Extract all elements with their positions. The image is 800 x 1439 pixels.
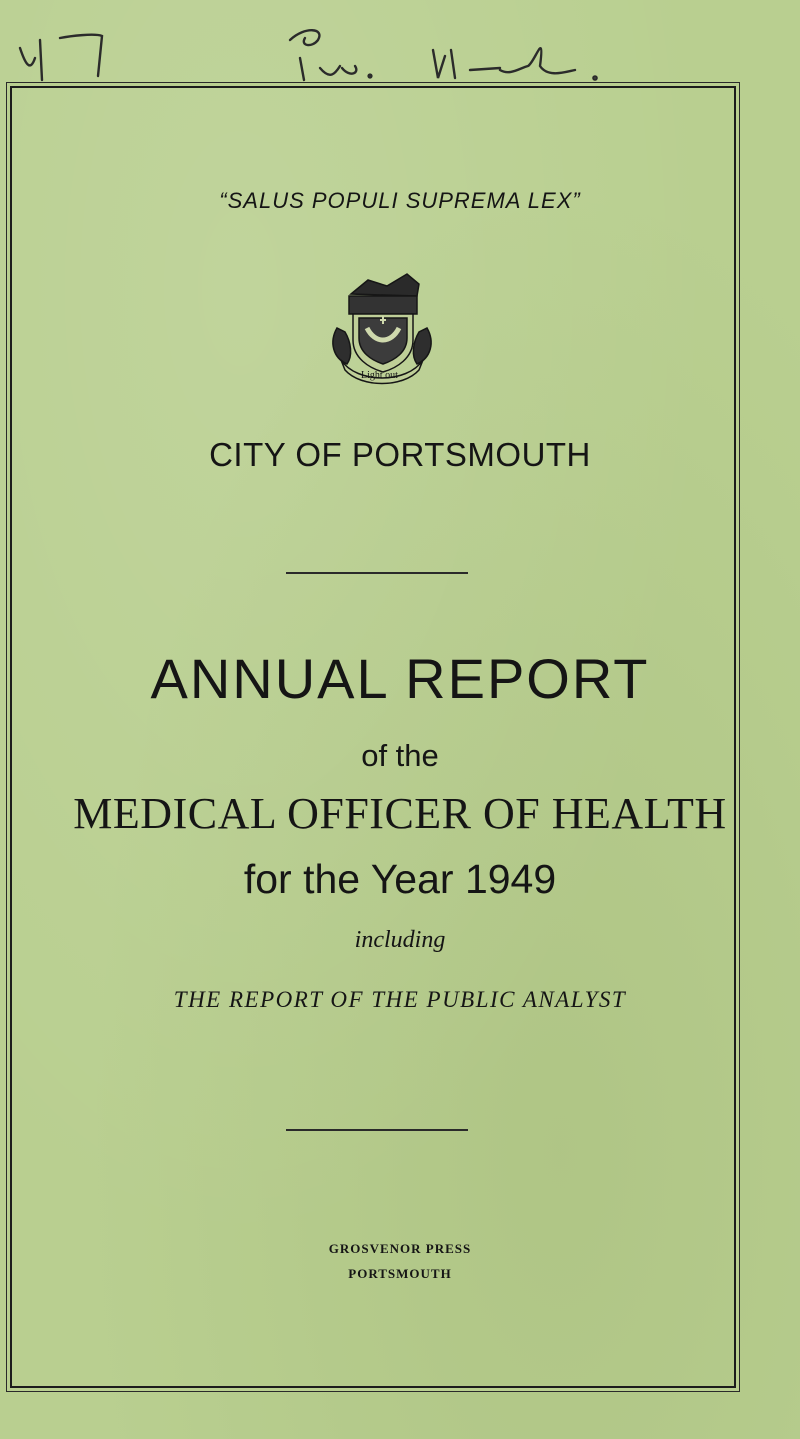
svg-text:Light out: Light out	[361, 370, 398, 381]
divider-rule	[286, 1129, 468, 1131]
city-heading: CITY OF PORTSMOUTH	[209, 436, 591, 473]
divider-rule	[286, 572, 468, 574]
report-title: ANNUAL REPORT	[150, 647, 650, 710]
printer-name: GROSVENOR PRESS	[328, 1241, 472, 1256]
handwritten-annotation	[0, 18, 800, 88]
portsmouth-coat-of-arms-icon	[323, 272, 441, 387]
including-label: including	[354, 927, 446, 953]
title-connector: of the	[361, 738, 439, 773]
report-subject: MEDICAL OFFICER OF HEALTH	[73, 789, 727, 838]
appendix-title: THE REPORT OF THE PUBLIC ANALYST	[173, 987, 627, 1012]
printer-city: PORTSMOUTH	[348, 1266, 452, 1281]
motto: “SALUS POPULI SUPREMA LEX”	[219, 188, 581, 213]
report-year: for the Year 1949	[243, 856, 557, 902]
